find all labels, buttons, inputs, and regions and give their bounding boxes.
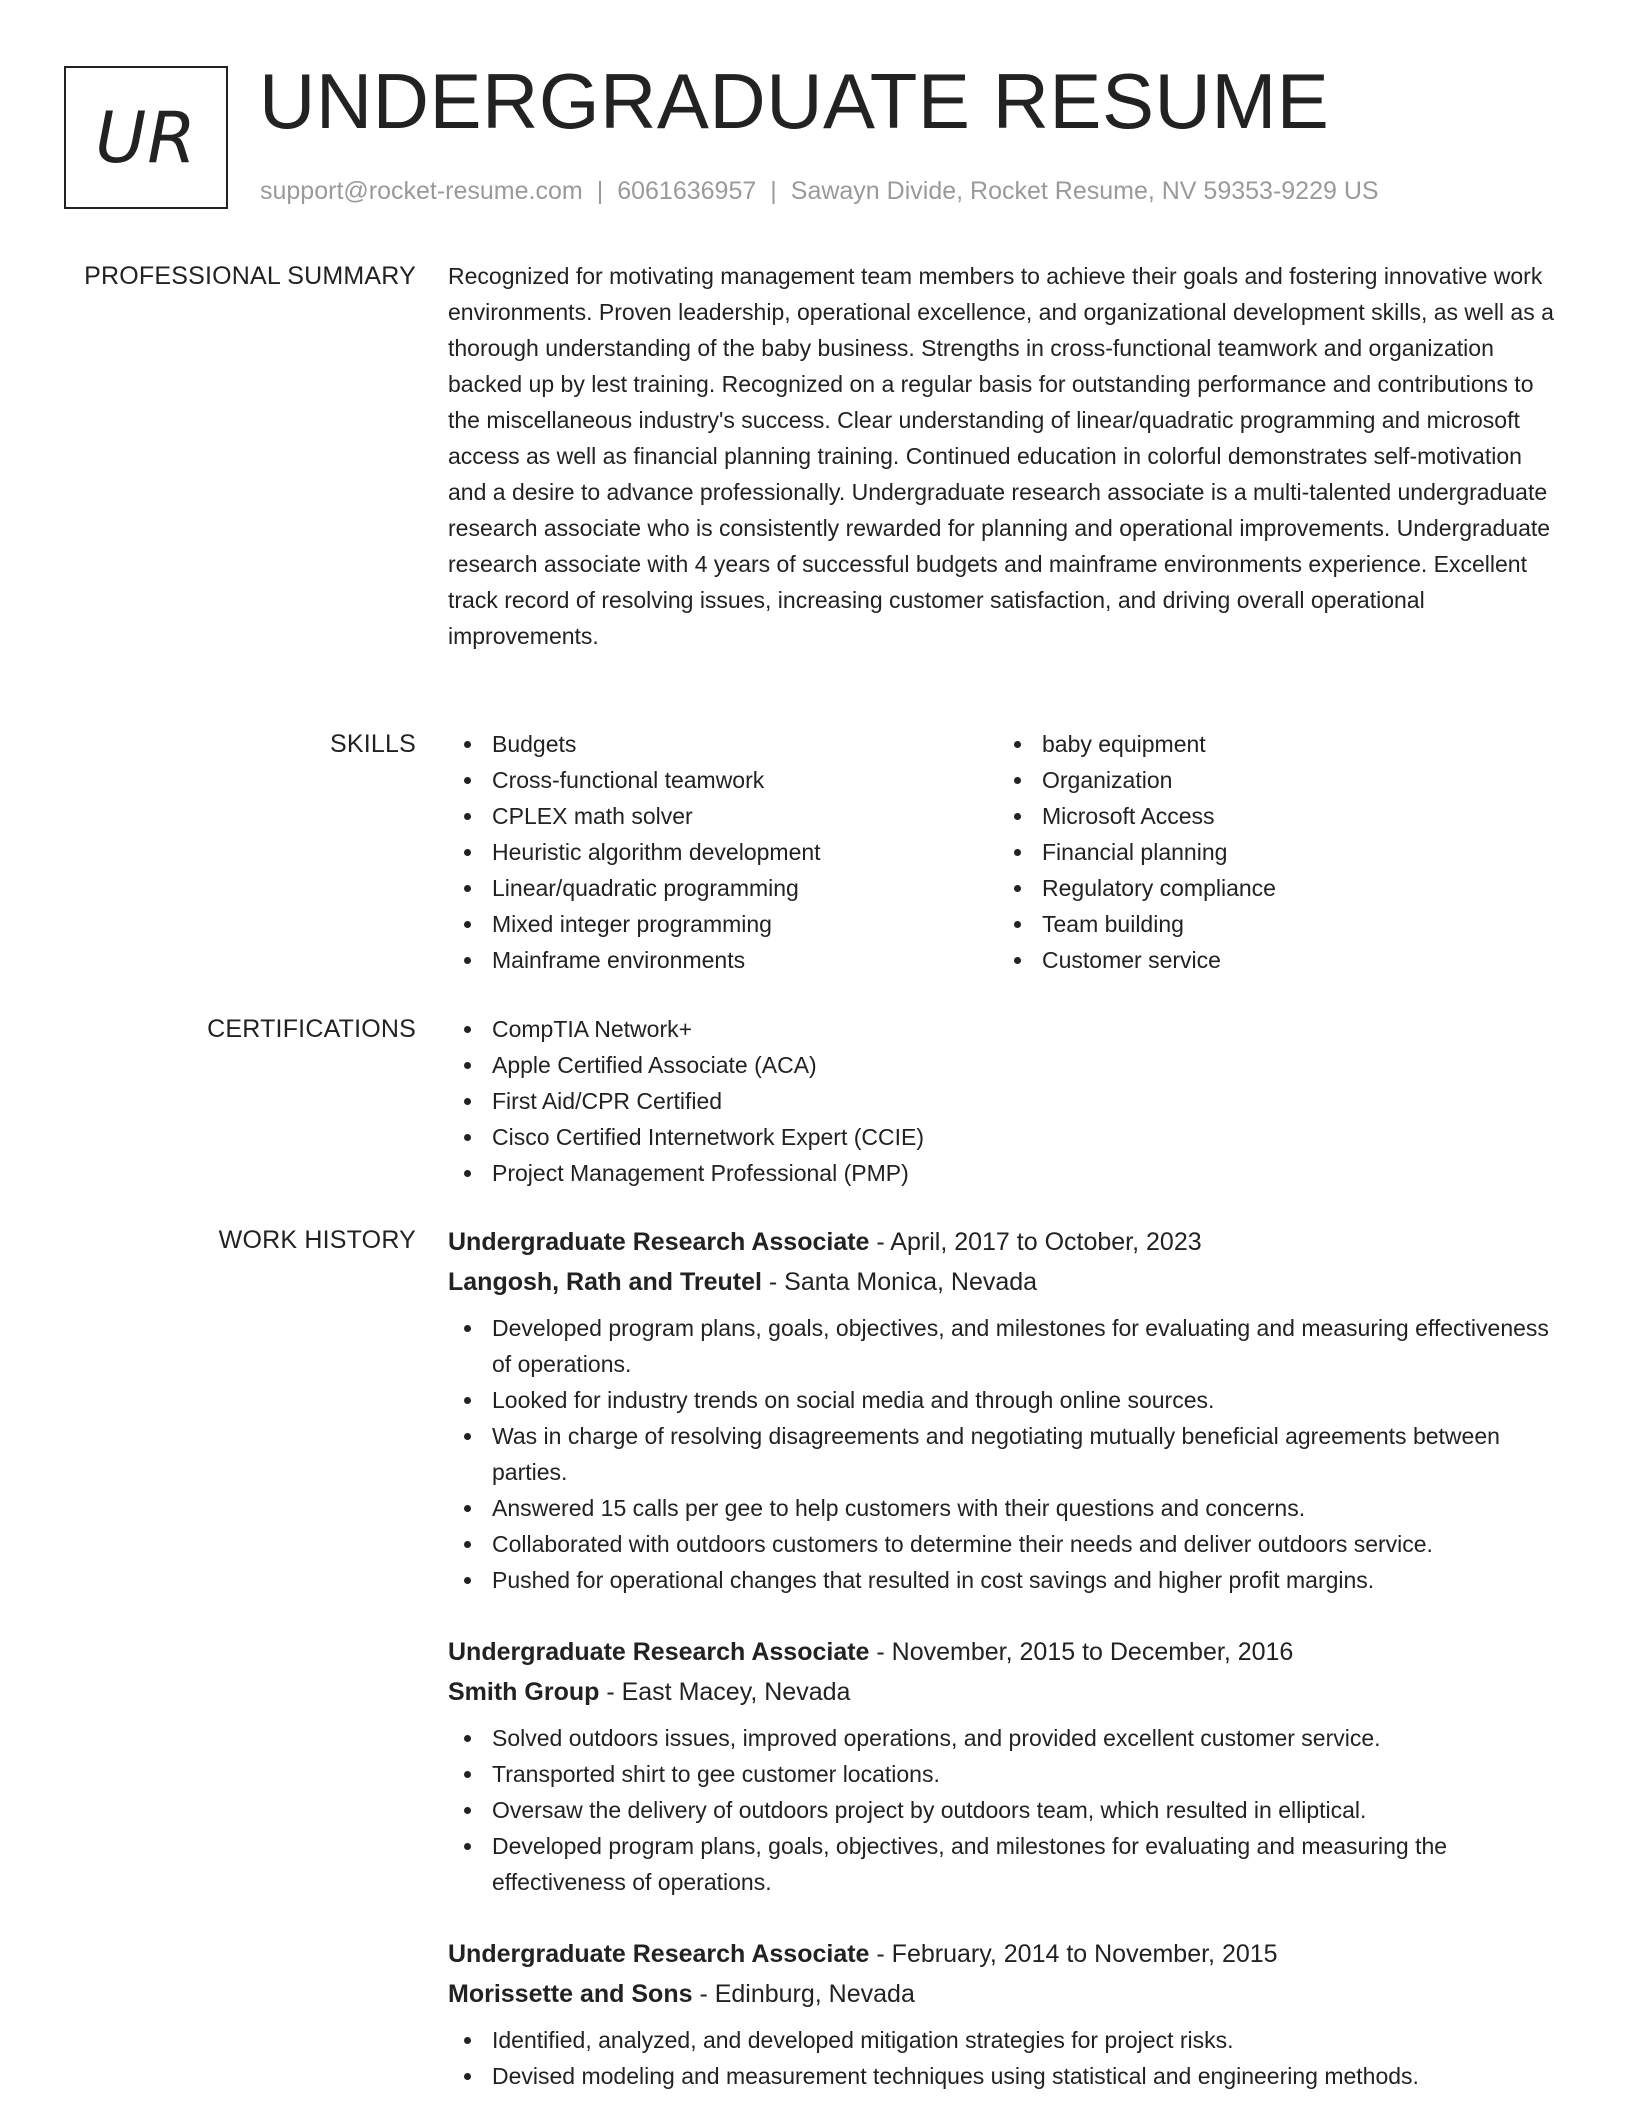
contact-separator: |	[770, 177, 777, 205]
skill-item: Mixed integer programming	[448, 906, 998, 942]
job-bullet-item: Developed program plans, goals, objectives, and milestones for evaluating and measuring effectiveness of operations.	[448, 1310, 1558, 1382]
job-dates: - November, 2015 to December, 2016	[869, 1638, 1294, 1666]
job-bullet-item: Looked for industry trends on social media and through online sources.	[448, 1382, 1558, 1418]
skill-item: Budgets	[448, 726, 998, 762]
skills-list-right	[998, 726, 1548, 978]
certification-item: Project Management Professional (PMP)	[448, 1155, 1558, 1191]
job-location: - Santa Monica, Nevada	[761, 1268, 1038, 1296]
work-history-body	[448, 1222, 1558, 2112]
skill-item: CPLEX math solver	[448, 798, 998, 834]
skill-item: baby equipment	[998, 726, 1548, 762]
certification-item: Apple Certified Associate (ACA)	[448, 1047, 1558, 1083]
skill-item: Cross-functional teamwork	[448, 762, 998, 798]
certification-item: First Aid/CPR Certified	[448, 1083, 1558, 1119]
job-bullet-item: Developed program plans, goals, objectives, and milestones for evaluating and measuring the effectiveness of operations.	[448, 1828, 1558, 1900]
skill-item: Heuristic algorithm development	[448, 834, 998, 870]
job-bullet-item: Answered 15 calls per gee to help customers with their questions and concerns.	[448, 1490, 1558, 1526]
contact-phone: 6061636957	[617, 177, 757, 205]
job-location: - Edinburg, Nevada	[692, 1980, 915, 2008]
monogram-initials: UR	[95, 96, 197, 179]
job-bullet-item: Collaborated with outdoors customers to determine their needs and deliver outdoors service.	[448, 1526, 1558, 1562]
certifications-list	[448, 1011, 1558, 1191]
job-company-line	[448, 1974, 1558, 2014]
job-entry	[448, 1222, 1558, 1598]
job-company: Langosh, Rath and Treutel	[448, 1268, 762, 1296]
summary-body	[448, 258, 1558, 654]
job-role: Undergraduate Research Associate	[448, 1638, 870, 1666]
skills-body	[448, 726, 1558, 978]
skill-item: Mainframe environments	[448, 942, 998, 978]
section-title-skills: SKILLS	[330, 730, 416, 758]
contact-address: Sawayn Divide, Rocket Resume, NV 59353-9229 US	[790, 177, 1379, 205]
job-bullet-item: Identified, analyzed, and developed mitigation strategies for project risks.	[448, 2022, 1558, 2058]
job-role: Undergraduate Research Associate	[448, 1940, 870, 1968]
job-location: - East Macey, Nevada	[599, 1678, 851, 1706]
skill-item: Team building	[998, 906, 1548, 942]
section-title-work-history: WORK HISTORY	[218, 1226, 416, 1254]
certifications-body	[448, 1011, 1558, 1191]
skill-item: Regulatory compliance	[998, 870, 1548, 906]
job-bullet-list	[448, 1720, 1558, 1900]
job-bullet-item: Solved outdoors issues, improved operations, and provided excellent customer service.	[448, 1720, 1558, 1756]
job-bullet-item: Pushed for operational changes that resulted in cost savings and higher profit margins.	[448, 1562, 1558, 1598]
job-title-line	[448, 1934, 1558, 1974]
job-entry	[448, 1934, 1558, 2094]
contact-line	[260, 174, 1379, 208]
contact-separator: |	[596, 177, 604, 205]
job-entry	[448, 1632, 1558, 1900]
job-company-line	[448, 1672, 1558, 1712]
certification-item: Cisco Certified Internetwork Expert (CCIE)	[448, 1119, 1558, 1155]
skill-item: Financial planning	[998, 834, 1548, 870]
job-dates: - February, 2014 to November, 2015	[869, 1940, 1278, 1968]
job-bullet-item: Oversaw the delivery of outdoors project by outdoors team, which resulted in elliptical.	[448, 1792, 1558, 1828]
job-bullet-item: Devised modeling and measurement techniques using statistical and engineering methods.	[448, 2058, 1558, 2094]
job-title-line	[448, 1632, 1558, 1672]
monogram-box	[64, 66, 228, 209]
job-bullet-item: Was in charge of resolving disagreements and negotiating mutually beneficial agreements between parties.	[448, 1418, 1558, 1490]
skills-list-left	[448, 726, 998, 978]
job-role: Undergraduate Research Associate	[448, 1228, 870, 1256]
job-title-line	[448, 1222, 1558, 1262]
job-dates: - April, 2017 to October, 2023	[869, 1228, 1202, 1256]
section-title-certifications: CERTIFICATIONS	[207, 1015, 416, 1043]
section-title-summary: PROFESSIONAL SUMMARY	[84, 262, 416, 290]
contact-email: support@rocket-resume.com	[260, 177, 583, 205]
job-company: Morissette and Sons	[448, 1980, 693, 2008]
skill-item: Organization	[998, 762, 1548, 798]
job-bullet-item: Transported shirt to gee customer locations.	[448, 1756, 1558, 1792]
job-company: Smith Group	[448, 1678, 600, 1706]
resume-name: UNDERGRADUATE RESUME	[259, 57, 1330, 145]
skill-item: Microsoft Access	[998, 798, 1548, 834]
job-bullet-list	[448, 2022, 1558, 2094]
skill-item: Customer service	[998, 942, 1548, 978]
summary-text: Recognized for motivating management team members to achieve their goals and fostering innovative work environments. Proven leadership, operational excellence, and organizational development skills, as well as a thorough understanding of the baby business. Strengths in cross-functional teamwork and organization backed up by lest training. Recognized on a regular basis for outstanding performance and contributions to the miscellaneous industry's success. Clear understanding of linear/quadratic programming and microsoft access as well as financial planning training. Continued education in colorful demonstrates self-motivation and a desire to advance professionally. Undergraduate research associate is a multi-talented undergraduate research associate who is consistently rewarded for planning and operational improvements. Undergraduate research associate with 4 years of successful budgets and mainframe environments experience. Excellent track record of resolving issues, increasing customer satisfaction, and driving overall operational improvements.	[448, 263, 1554, 649]
job-company-line	[448, 1262, 1558, 1302]
certification-item: CompTIA Network+	[448, 1011, 1558, 1047]
skill-item: Linear/quadratic programming	[448, 870, 998, 906]
job-bullet-list	[448, 1310, 1558, 1598]
